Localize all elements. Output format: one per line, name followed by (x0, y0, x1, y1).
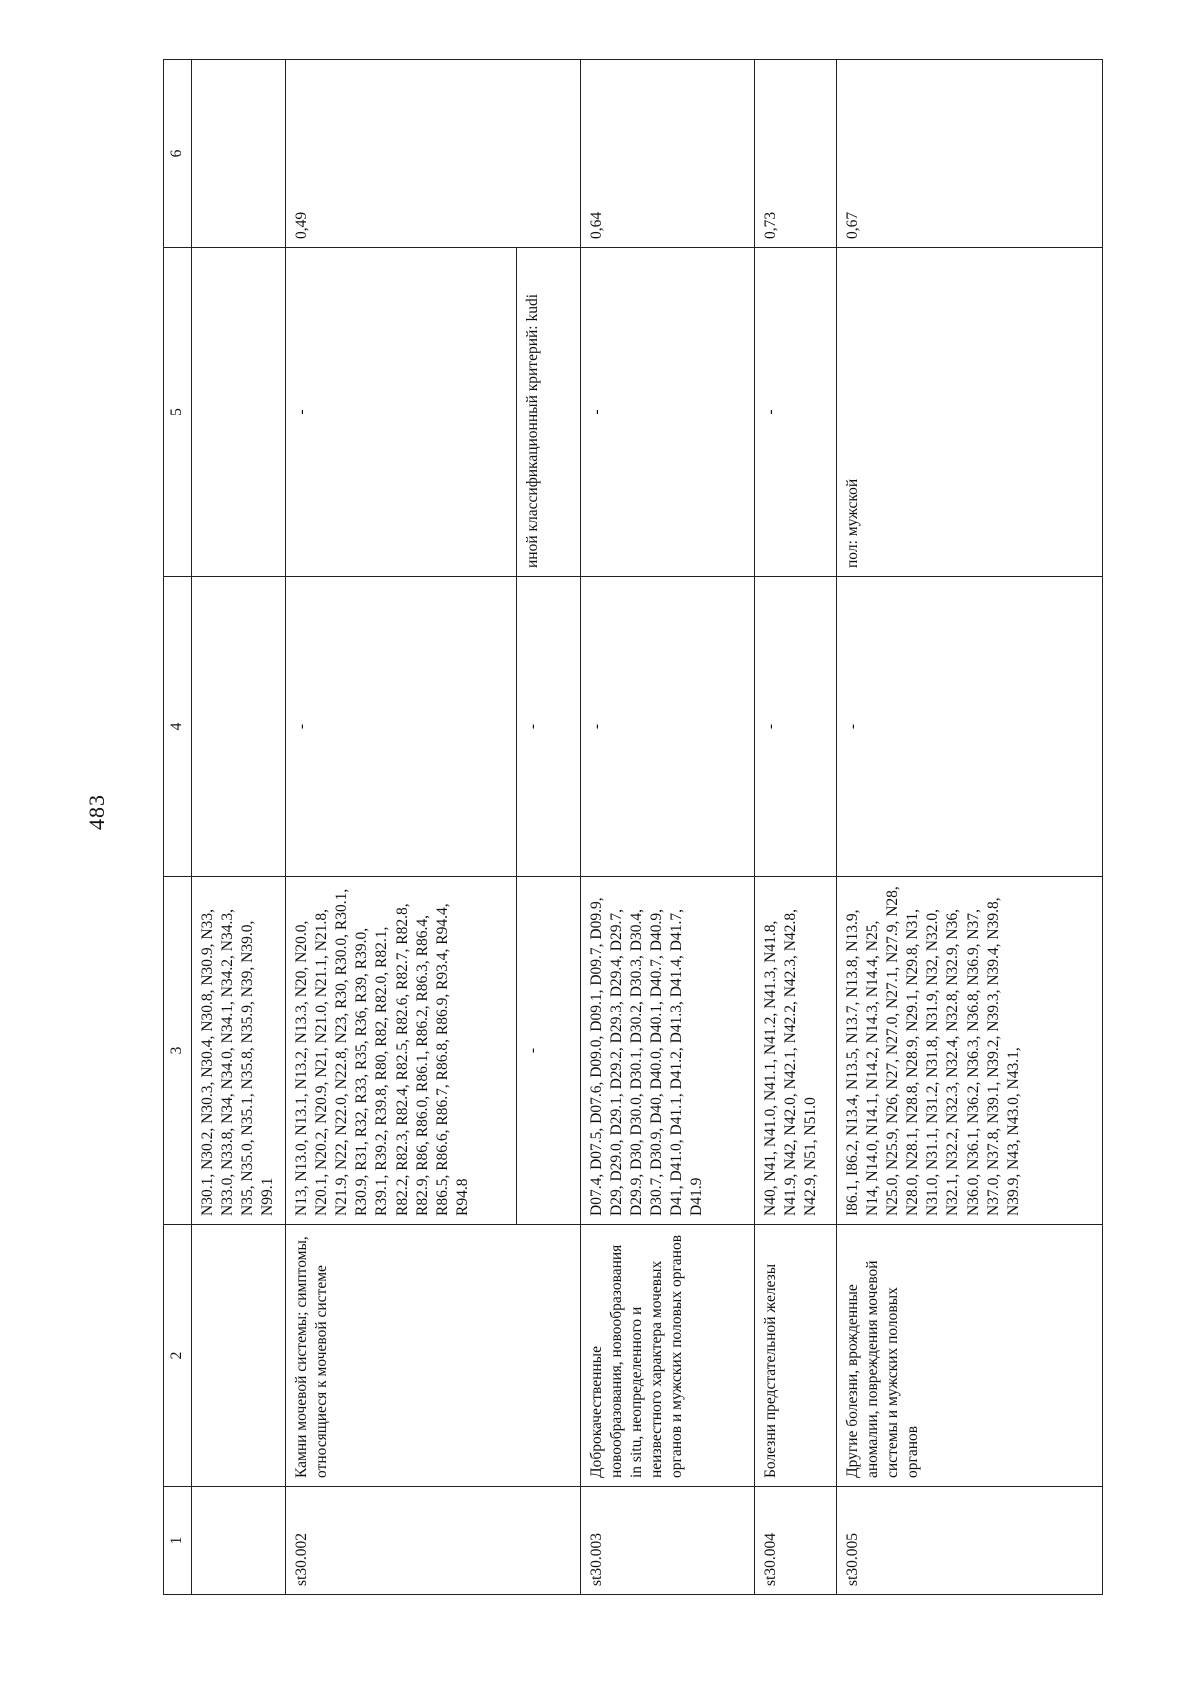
col5-cell: - (285, 248, 516, 577)
row-name-cell: Камни мочевой системы; симптомы, относящиеся к мочевой системе (285, 1225, 580, 1487)
rotated-table-wrapper (163, 60, 1103, 1595)
col4-cell: - (836, 577, 1102, 877)
codes-cell: I86.1, I86.2, N13.4, N13.5, N13.7, N13.8, N13.9, N14, N14.0, N14.1, N14.2, N14.3, N14.4, N25, N25.0, N25.9, N26, N27, N27.0, N27.1, N27.9, N28, N28.0, N28.1, N28.8, N28.9, N29.1, N29.8, N31, N31.0, N31.1, N31.2, N31.8, N31.9, N32, N32.0, N32.1, N32.2, N32.3, N32.4, N32.8, N32.9, N36, N36.0, N36.1, N36.2, N36.3, N36.8, N36.9, N37, N37.0, N37.8, N39.1, N39.2, N39.3, N39.4, N39.8, N39.9, N43, N43.0, N43.1, (836, 877, 1102, 1225)
codes-cell: D07.4, D07.5, D07.6, D09.0, D09.1, D09.7, D09.9, D29, D29.0, D29.1, D29.2, D29.3, D29.4, D29.7, D29.9, D30, D30.0, D30.1, D30.2, D30.3, D30.4, D30.7, D30.9, D40, D40.0, D40.1, D40.7, D40.9, D41, D41.0, D41.1, D41.2, D41.3, D41.4, D41.7, D41.9 (580, 877, 754, 1225)
col4-cell: - (580, 577, 754, 877)
header-cell-4: 4 (164, 577, 192, 877)
empty-cell (191, 1225, 285, 1487)
table-row (836, 60, 1102, 1595)
col4-cell: - (754, 577, 836, 877)
table-row (285, 60, 516, 1595)
codes-cell: N30.1, N30.2, N30.3, N30.4, N30.8, N30.9, N33, N33.0, N33.8, N34, N34.0, N34.1, N34.2, N34.3, N35, N35.0, N35.1, N35.8, N35.9, N39, N39.0, N99.1 (191, 877, 285, 1225)
col5-cell: иной классификационный критерий: kudi (517, 248, 580, 577)
coefficient-cell: 0,67 (836, 60, 1102, 248)
codes-cell: N40, N41, N41.0, N41.1, N41.2, N41.3, N41.8, N41.9, N42, N42.0, N42.1, N42.2, N42.3, N42.8, N42.9, N51, N51.0 (754, 877, 836, 1225)
header-cell-6: 6 (164, 60, 192, 248)
col5-cell: - (754, 248, 836, 577)
empty-cell (191, 1487, 285, 1595)
col5-cell: - (580, 248, 754, 577)
coefficient-cell: 0,49 (285, 60, 580, 248)
header-cell-5: 5 (164, 248, 192, 577)
header-cell-2: 2 (164, 1225, 192, 1487)
row-id-cell: st30.005 (836, 1487, 1102, 1595)
col4-cell: - (285, 577, 516, 877)
table-row (754, 60, 836, 1595)
empty-cell (191, 60, 285, 248)
col4-cell: - (517, 577, 580, 877)
row-name-cell: Болезни предстательной железы (754, 1225, 836, 1487)
row-id-cell: st30.004 (754, 1487, 836, 1595)
header-cell-3: 3 (164, 877, 192, 1225)
table-row (191, 60, 285, 1595)
empty-cell (191, 577, 285, 877)
codes-cell: N13, N13.0, N13.1, N13.2, N13.3, N20, N20.0, N20.1, N20.2, N20.9, N21, N21.0, N21.1, N21.8, N21.9, N22, N22.0, N22.8, N23, R30, R30.0, R30.1, R30.9, R31, R32, R33, R35, R36, R39, R39.0, R39.1, R39.2, R39.8, R80, R82, R82.0, R82.1, R82.2, R82.3, R82.4, R82.5, R82.6, R82.7, R82.8, R82.9, R86, R86.0, R86.1, R86.2, R86.3, R86.4, R86.5, R86.6, R86.7, R86.8, R86.9, R93.4, R94.4, R94.8 (285, 877, 516, 1225)
coefficient-cell: 0,64 (580, 60, 754, 248)
row-id-cell: st30.002 (285, 1487, 580, 1595)
codes-cell: - (517, 877, 580, 1225)
header-cell-1: 1 (164, 1487, 192, 1595)
row-name-cell: Другие болезни, врожденные аномалии, повреждения мочевой системы и мужских половых органов (836, 1225, 1102, 1487)
table-row (580, 60, 754, 1595)
tariff-table (163, 59, 1103, 1595)
empty-cell (191, 248, 285, 577)
col5-cell: пол: мужской (836, 248, 1102, 577)
coefficient-cell: 0,73 (754, 60, 836, 248)
row-id-cell: st30.003 (580, 1487, 754, 1595)
header-row (164, 60, 192, 1595)
page-number: 483 (84, 794, 109, 830)
row-name-cell: Доброкачественные новообразования, новообразования in situ, неопределенного и неизвестного характера мочевых органов и мужских половых органов (580, 1225, 754, 1487)
